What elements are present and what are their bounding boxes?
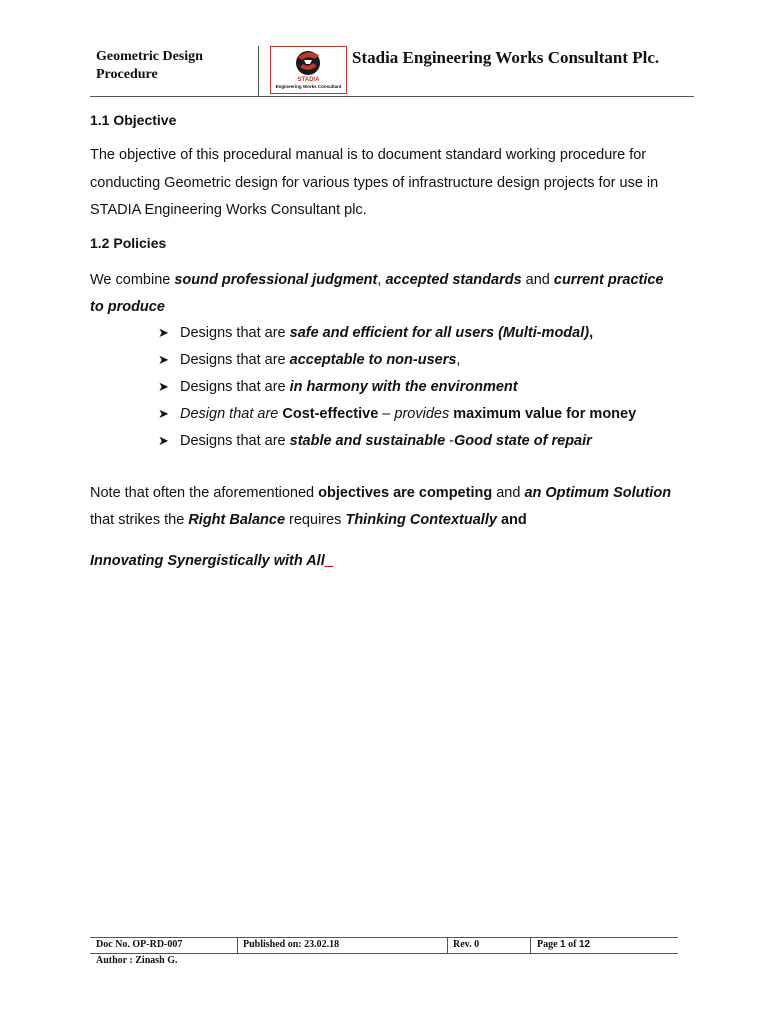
- arrow-bullet-icon: ➤: [158, 406, 169, 421]
- bullet-emphasis: safe and efficient for all users (Multi-modal): [289, 325, 590, 341]
- company-name: Stadia Engineering Works Consultant Plc.: [352, 48, 660, 67]
- bullet-trail: ,: [589, 325, 594, 341]
- header-divider: [258, 46, 259, 96]
- intro-bold-2: accepted standards: [385, 272, 522, 288]
- note-text-4: requires: [285, 512, 346, 528]
- note-bold-4: Thinking Contextually: [345, 512, 497, 528]
- stadia-logo-icon: [271, 47, 346, 77]
- footer-author: Author : Zinash G.: [96, 955, 178, 966]
- bullet-connector: -: [445, 433, 455, 449]
- list-item: [158, 427, 636, 454]
- note-text-2: and: [492, 485, 525, 501]
- footer-separator: [530, 938, 531, 953]
- closing-line: [90, 549, 333, 573]
- footer-separator: [237, 938, 238, 953]
- bullet-emphasis: acceptable to non-users: [289, 352, 457, 368]
- footer-mid-rule: [90, 953, 678, 954]
- bullet-emphasis: stable and sustainable: [289, 433, 446, 449]
- list-item: [158, 346, 636, 373]
- note-bold-2: an Optimum Solution: [524, 485, 672, 501]
- bullet-text: Designs that are: [180, 433, 290, 449]
- bullet-text: Designs that are: [180, 352, 290, 368]
- document-title: [96, 48, 256, 84]
- bullet-connector: – provides: [378, 406, 454, 422]
- bullet-text: Design that are: [180, 406, 283, 422]
- bullet-emphasis-2: Good state of repair: [454, 433, 592, 449]
- intro-bold-1: sound professional judgment: [174, 272, 378, 288]
- document-title-line1: Geometric Design: [96, 49, 203, 64]
- list-item: [158, 373, 636, 400]
- note-text-1: Note that often the aforementioned: [90, 485, 319, 501]
- note-text-3: that strikes the: [90, 512, 189, 528]
- page-header: [90, 44, 694, 97]
- closing-mark: _: [324, 553, 333, 569]
- note-bold-1: objectives are competing: [318, 485, 493, 501]
- intro-text-2: ,: [377, 272, 386, 288]
- footer-doc-no: Doc No. OP-RD-007: [96, 939, 183, 950]
- footer-rev: Rev. 0: [453, 939, 480, 950]
- footer-page-prefix: Page: [537, 939, 561, 950]
- list-item: [158, 319, 636, 346]
- closing-text: Innovating Synergistically with All: [90, 553, 325, 569]
- policies-heading: 1.2 Policies: [90, 235, 167, 251]
- footer-page-number: 1: [560, 939, 566, 950]
- footer-page: [537, 939, 590, 950]
- note-text-5: and: [496, 512, 527, 528]
- footer-page-of: of: [565, 939, 579, 950]
- intro-text-1: We combine: [90, 272, 175, 288]
- policies-intro: [90, 267, 670, 321]
- note-paragraph: [90, 480, 680, 534]
- list-item: [158, 400, 636, 427]
- footer-separator: [447, 938, 448, 953]
- bullet-text: Designs that are: [180, 379, 290, 395]
- footer-published: Published on: 23.02.18: [243, 939, 340, 950]
- note-bold-3: Right Balance: [188, 512, 286, 528]
- footer-page-total: 12: [578, 939, 591, 950]
- stadia-logo: [270, 46, 347, 94]
- arrow-bullet-icon: ➤: [158, 433, 169, 448]
- policy-bullet-list: [158, 319, 636, 454]
- bullet-emphasis: Cost-effective: [282, 406, 379, 422]
- bullet-trail: ,: [456, 352, 461, 368]
- arrow-bullet-icon: ➤: [158, 379, 169, 394]
- document-title-line2: Procedure: [96, 67, 158, 82]
- page-footer: [90, 937, 678, 969]
- arrow-bullet-icon: ➤: [158, 352, 169, 367]
- intro-bold-3: current practice to produce: [90, 272, 664, 315]
- logo-wordmark: STADIA: [297, 77, 320, 83]
- objective-heading: 1.1 Objective: [90, 112, 177, 128]
- bullet-emphasis-2: maximum value for money: [453, 406, 637, 422]
- bullet-text: Designs that are: [180, 325, 290, 341]
- footer-top-rule: [90, 937, 678, 938]
- logo-subtitle: Engineering Works Consultant: [275, 84, 342, 89]
- arrow-bullet-icon: ➤: [158, 325, 169, 340]
- objective-paragraph: The objective of this procedural manual is to document standard working procedure for conducting Geometric design for various types of infrastructure design projects for use in STADIA Engineering Works Consultant plc.: [90, 147, 659, 218]
- bullet-emphasis: in harmony with the environment: [289, 379, 518, 395]
- intro-text-3: and: [521, 272, 554, 288]
